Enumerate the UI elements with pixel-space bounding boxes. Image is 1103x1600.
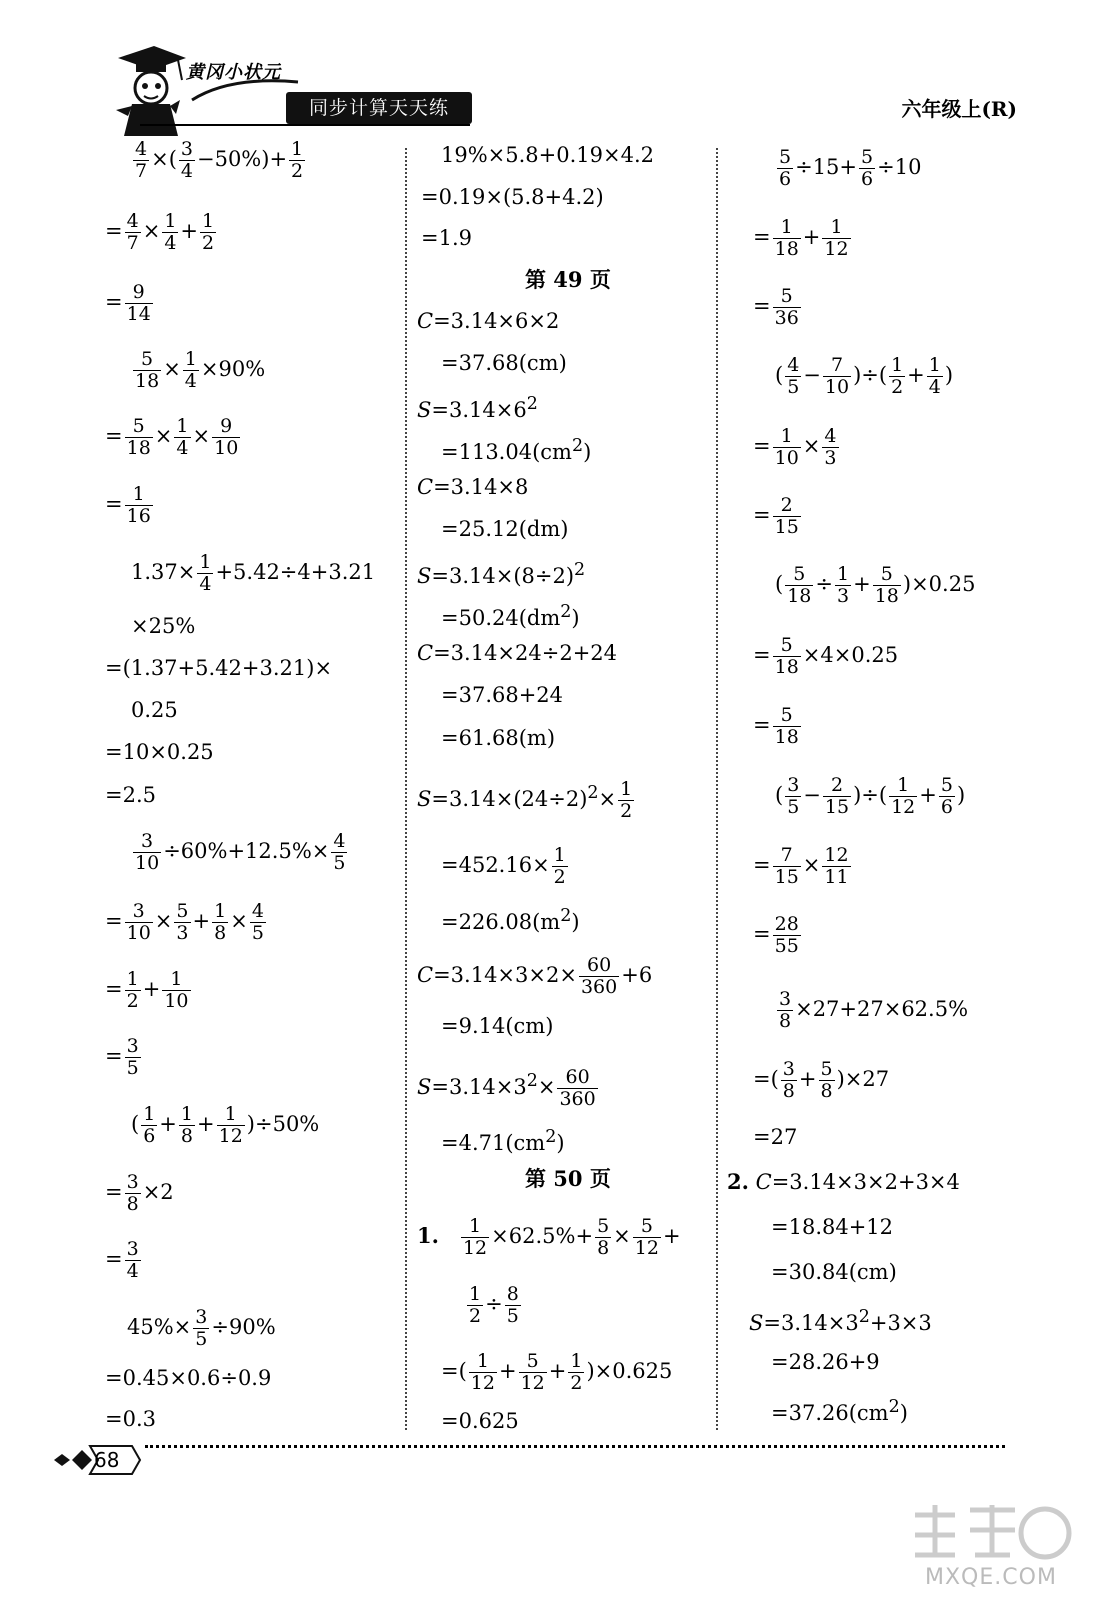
math-line: =( $\frac{3}{8}$ + $\frac{5}{8}$ )×27 [753, 1058, 890, 1102]
math-line: C=3.14×3×2× $\frac{60}{360}$ +6 [417, 954, 653, 998]
math-line: = $\frac{9}{14}$ [105, 281, 151, 325]
mascot-logo-icon [108, 40, 188, 142]
math-line: = $\frac{1}{2}$ + $\frac{1}{10}$ [105, 968, 189, 1012]
math-line: = $\frac{1}{18}$ + $\frac{1}{12}$ [753, 216, 849, 260]
page-number: 68 [94, 1448, 120, 1472]
math-line: =0.3 [105, 1407, 156, 1431]
math-line: $=50.24(dm^2)$ [441, 602, 580, 630]
math-line: =10×0.25 [105, 740, 214, 764]
math-line: = $\frac{1}{10}$ × $\frac{4}{3}$ [753, 425, 837, 469]
math-line: ( $\frac{4}{5}$ − $\frac{7}{10}$ )÷( $\frac{1}{2}$ + $\frac{1}{4}$ ) [775, 354, 954, 398]
math-line: $=113.04(cm^2)$ [441, 436, 592, 464]
grade-label: 六年级上(R) [901, 97, 1017, 121]
math-line: =0.45×0.6÷0.9 [105, 1366, 272, 1390]
series-title: 黄冈小状元 [186, 62, 281, 83]
math-line: 2. C=3.14×3×2+3×4 [727, 1169, 960, 1194]
math-line: $=37.26(cm^2)$ [771, 1397, 908, 1425]
math-line: =37.68+24 [441, 683, 564, 707]
math-line: =452.16× $\frac{1}{2}$ [441, 844, 566, 888]
math-line: $S=3.14\times(24\div 2)^2\times$ $\frac{1}{2}$ [417, 778, 633, 822]
header-rule [140, 124, 470, 126]
section-heading: 第 50 页 [525, 1166, 611, 1191]
math-line: $S=3.14\times(8\div 2)^2$ [417, 560, 586, 588]
math-line: C=3.14×6×2 [417, 309, 560, 333]
math-line: $S=3.14\times 3^2+3\times 3$ [749, 1307, 932, 1335]
math-line: =0.19×(5.8+4.2) [421, 185, 604, 209]
math-line: =30.84(cm) [771, 1260, 897, 1284]
math-line: $S=3.14\times 3^2\times$ $\frac{60}{360}$ [417, 1066, 596, 1110]
math-line: $S=3.14\times 6^2$ [417, 394, 538, 422]
math-line: 0.25 [131, 698, 178, 722]
math-line: =37.68(cm) [441, 351, 567, 375]
math-line: = $\frac{3}{8}$ ×2 [105, 1171, 174, 1215]
math-line: = $\frac{3}{4}$ [105, 1238, 139, 1282]
math-line: $\frac{4}{7}$ ×( $\frac{3}{4}$ −50%)+ $\frac{1}{2}$ [135, 138, 304, 182]
math-line: $\frac{5}{6}$ ÷15+ $\frac{5}{6}$ ÷10 [779, 146, 922, 190]
math-line: =28.26+9 [771, 1350, 880, 1374]
math-line: =2.5 [105, 783, 156, 807]
math-line: = $\frac{3}{5}$ [105, 1035, 139, 1079]
math-line: =( $\frac{1}{12}$ + $\frac{5}{12}$ + $\frac{1}{2}$ )×0.625 [441, 1350, 673, 1394]
math-line: =9.14(cm) [441, 1014, 554, 1038]
math-line: = $\frac{5}{18}$ [753, 704, 799, 748]
book-title: 同步计算天天练 [286, 92, 472, 124]
math-line: =0.625 [441, 1409, 519, 1433]
column-divider [716, 148, 718, 1430]
math-line: $=4.71(cm^2)$ [441, 1127, 565, 1155]
math-line: = $\frac{5}{18}$ ×4×0.25 [753, 634, 899, 678]
math-line: = $\frac{4}{7}$ × $\frac{1}{4}$ + $\frac{1}{2}$ [105, 210, 215, 254]
math-line: =27 [753, 1125, 798, 1149]
column-divider [405, 148, 407, 1430]
math-line: = $\frac{5}{36}$ [753, 285, 799, 329]
section-heading: 第 49 页 [525, 267, 611, 292]
math-line: =(1.37+5.42+3.21)× [105, 656, 333, 680]
math-line: = $\frac{5}{18}$ × $\frac{1}{4}$ × $\frac{9}{10}$ [105, 415, 239, 459]
footer-dotted-rule [145, 1445, 1005, 1448]
math-line: =25.12(dm) [441, 517, 569, 541]
math-line: 1. $\frac{1}{12}$ ×62.5%+ $\frac{5}{8}$ × $\frac{5}{12}$ + [417, 1215, 681, 1259]
math-line: $\frac{3}{8}$ ×27+27×62.5% [779, 988, 969, 1032]
math-line: $\frac{3}{10}$ ÷60%+12.5%× $\frac{4}{5}$ [135, 830, 346, 874]
math-line: C=3.14×24÷2+24 [417, 641, 618, 665]
math-line: $\frac{1}{2}$ ÷ $\frac{8}{5}$ [469, 1283, 519, 1327]
math-line: =18.84+12 [771, 1215, 894, 1239]
page-header [0, 0, 1103, 150]
math-line: ( $\frac{3}{5}$ − $\frac{2}{15}$ )÷( $\frac{1}{12}$ + $\frac{5}{6}$ ) [775, 774, 966, 818]
math-line: ( $\frac{5}{18}$ ÷ $\frac{1}{3}$ + $\frac{5}{18}$ )×0.25 [775, 563, 976, 607]
swoosh-decoration [190, 74, 300, 104]
math-line: = $\frac{3}{10}$ × $\frac{5}{3}$ + $\frac{1}{8}$ × $\frac{4}{5}$ [105, 900, 264, 944]
math-line: C=3.14×8 [417, 475, 529, 499]
math-line: 1.37× $\frac{1}{4}$ +5.42÷4+3.21 [131, 551, 376, 595]
math-line: = $\frac{28}{55}$ [753, 913, 799, 957]
math-line: $\frac{5}{18}$ × $\frac{1}{4}$ ×90% [135, 348, 266, 392]
math-line: 45%× $\frac{3}{5}$ ÷90% [127, 1306, 276, 1350]
math-line: =61.68(m) [441, 726, 556, 750]
math-line: = $\frac{1}{16}$ [105, 483, 151, 527]
math-line: 19%×5.8+0.19×4.2 [441, 143, 655, 167]
math-line: ×25% [131, 614, 196, 638]
watermark-text: MXQE.COM [925, 1565, 1057, 1590]
math-line: = $\frac{7}{15}$ × $\frac{12}{11}$ [753, 844, 849, 888]
math-line: = $\frac{2}{15}$ [753, 494, 799, 538]
math-line: ( $\frac{1}{6}$ + $\frac{1}{8}$ + $\frac{1}{12}$ )÷50% [131, 1103, 320, 1147]
math-line: =1.9 [421, 226, 472, 250]
math-line: $=226.08(m^2)$ [441, 906, 580, 934]
